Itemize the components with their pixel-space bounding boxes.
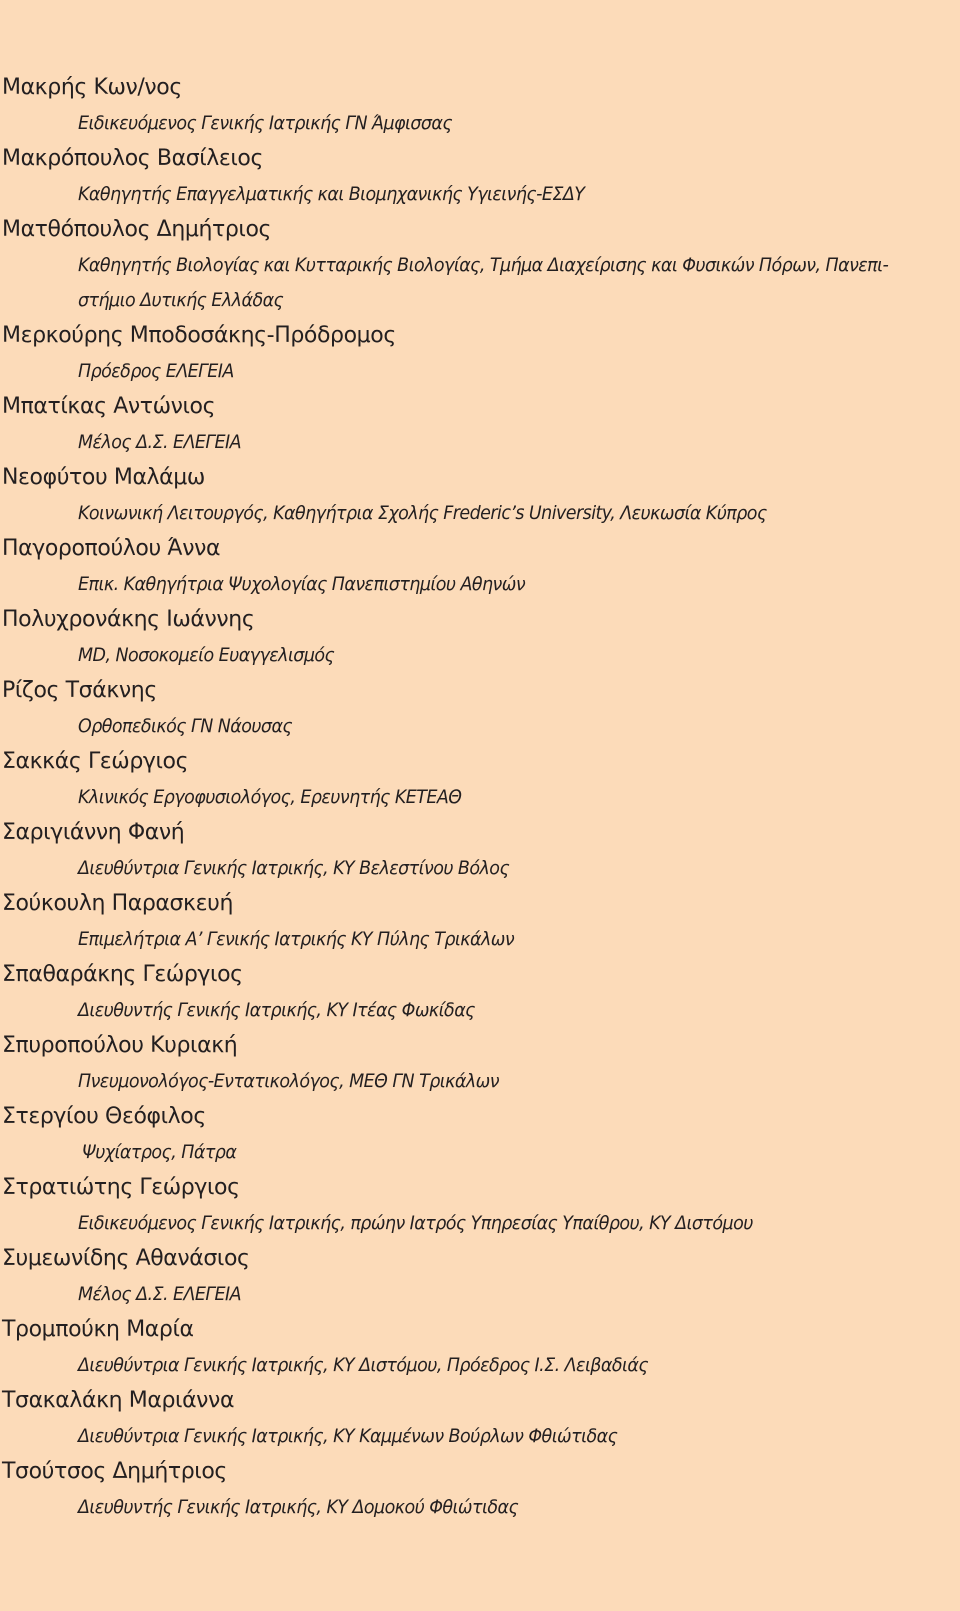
participant-name: Νεοφύτου Μαλάμω <box>2 465 205 490</box>
participant-name: Μπατίκας Αντώνιος <box>2 394 216 419</box>
participant-affiliation: Μέλος Δ.Σ. ΕΛΕΓΕΙΑ <box>78 431 242 453</box>
participant-entry <box>0 389 960 460</box>
participant-name: Ρίζος Τσάκνης <box>2 678 157 703</box>
participant-name: Στεργίου Θεόφιλος <box>2 1104 206 1129</box>
participant-entry <box>0 531 960 602</box>
participant-name: Σακκάς Γεώργιος <box>2 749 189 774</box>
participant-entry <box>0 318 960 389</box>
participant-name: Ματθόπουλος Δημήτριος <box>2 217 272 242</box>
participant-affiliation: Επιμελήτρια Α’ Γενικής Ιατρικής ΚΥ Πύλης Τρικάλων <box>78 928 515 950</box>
participant-name: Σαριγιάννη Φανή <box>2 820 185 845</box>
participant-affiliation <box>78 248 889 318</box>
participant-affiliation: Ειδικευόμενος Γενικής Ιατρικής ΓΝ Άμφισσας <box>78 112 453 134</box>
participant-name: Τσακαλάκη Μαριάννα <box>2 1388 235 1413</box>
participant-affiliation: Ορθοπεδικός ΓΝ Νάουσας <box>78 715 293 737</box>
participant-affiliation: Διευθυντής Γενικής Ιατρικής, ΚΥ Ιτέας Φωκίδας <box>78 999 475 1021</box>
participant-affiliation: MD, Νοσοκομείο Ευαγγελισμός <box>78 644 335 666</box>
participant-name: Μερκούρης Μποδοσάκης-Πρόδρομος <box>2 323 396 348</box>
participant-entry <box>0 957 960 1028</box>
participant-entry <box>0 886 960 957</box>
participant-affiliation: Ψυχίατρος, Πάτρα <box>82 1141 237 1163</box>
participant-affiliation: Κοινωνική Λειτουργός, Καθηγήτρια Σχολής Frederic’s University, Λευκωσία Κύπρος <box>78 502 767 524</box>
affiliation-line: Καθηγητής Βιολογίας και Κυτταρικής Βιολογίας, Τμήμα Διαχείρισης και Φυσικών Πόρων, Πανεπι- <box>78 254 889 276</box>
participant-entry <box>0 1170 960 1241</box>
participant-entry <box>0 1028 960 1099</box>
participant-entry <box>0 1099 960 1170</box>
participant-entry <box>0 744 960 815</box>
participant-entry <box>0 1241 960 1312</box>
affiliation-line: στήμιο Δυτικής Ελλάδας <box>78 289 284 311</box>
participant-affiliation: Καθηγητής Επαγγελματικής και Βιομηχανικής Υγιεινής-ΕΣΔΥ <box>78 183 585 205</box>
participant-affiliation: Πνευμονολόγος-Εντατικολόγος, ΜΕΘ ΓΝ Τρικάλων <box>78 1070 499 1092</box>
participant-name: Τσούτσος Δημήτριος <box>2 1459 227 1484</box>
participant-name: Συμεωνίδης Αθανάσιος <box>2 1246 250 1271</box>
participant-affiliation: Πρόεδρος ΕΛΕΓΕΙΑ <box>78 360 234 382</box>
participant-name: Σπυροπούλου Κυριακή <box>2 1033 238 1058</box>
participant-entry <box>0 1312 960 1383</box>
participant-affiliation: Ειδικευόμενος Γενικής Ιατρικής, πρώην Ιατρός Υπηρεσίας Υπαίθρου, ΚΥ Διστόμου <box>78 1212 753 1234</box>
participant-name: Σπαθαράκης Γεώργιος <box>2 962 243 987</box>
participant-entry <box>0 602 960 673</box>
participant-affiliation: Διευθύντρια Γενικής Ιατρικής, ΚΥ Καμμένων Βούρλων Φθιώτιδας <box>78 1425 618 1447</box>
participant-entry <box>0 212 960 318</box>
participant-name: Στρατιώτης Γεώργιος <box>2 1175 240 1200</box>
participant-name: Μακρής Κων/νος <box>2 75 182 100</box>
participant-affiliation: Κλινικός Εργοφυσιολόγος, Ερευνητής ΚΕΤΕΑΘ <box>78 786 462 808</box>
participant-name: Πολυχρονάκης Ιωάννης <box>2 607 255 632</box>
participant-affiliation: Διευθύντρια Γενικής Ιατρικής, ΚΥ Διστόμου, Πρόεδρος Ι.Σ. Λειβαδιάς <box>78 1354 649 1376</box>
participant-entry <box>0 673 960 744</box>
participant-name: Μακρόπουλος Βασίλειος <box>2 146 264 171</box>
participant-affiliation: Μέλος Δ.Σ. ΕΛΕΓΕΙΑ <box>78 1283 242 1305</box>
participant-affiliation: Επικ. Καθηγήτρια Ψυχολογίας Πανεπιστημίου Αθηνών <box>78 573 526 595</box>
participant-entry <box>0 460 960 531</box>
participant-entry <box>0 815 960 886</box>
participant-entry <box>0 70 960 141</box>
participant-affiliation: Διευθύντρια Γενικής Ιατρικής, ΚΥ Βελεστίνου Βόλος <box>78 857 510 879</box>
participant-name: Παγοροπούλου Άννα <box>2 536 221 561</box>
participant-name: Τρομπούκη Μαρία <box>2 1317 194 1342</box>
participant-affiliation: Διευθυντής Γενικής Ιατρικής, ΚΥ Δομοκού Φθιώτιδας <box>78 1496 519 1518</box>
participant-entry <box>0 141 960 212</box>
participant-entry <box>0 1454 960 1525</box>
participant-name: Σούκουλη Παρασκευή <box>2 891 233 916</box>
participant-entry <box>0 1383 960 1454</box>
